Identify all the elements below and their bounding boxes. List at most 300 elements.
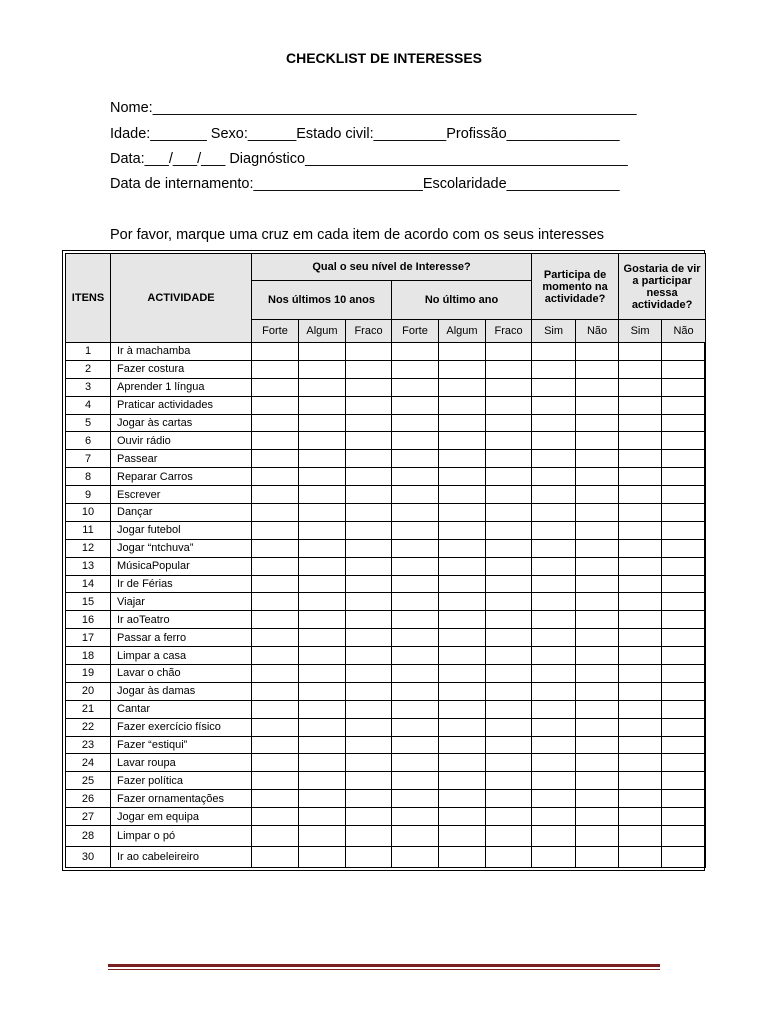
checkbox-cell[interactable] (439, 396, 486, 414)
checkbox-cell[interactable] (346, 468, 392, 486)
checkbox-cell[interactable] (619, 539, 662, 557)
checkbox-cell[interactable] (532, 629, 576, 647)
checkbox-cell[interactable] (619, 504, 662, 522)
checkbox-cell[interactable] (619, 700, 662, 718)
checkbox-cell[interactable] (252, 343, 299, 361)
checkbox-cell[interactable] (619, 575, 662, 593)
checkbox-cell[interactable] (299, 450, 346, 468)
checkbox-cell[interactable] (252, 432, 299, 450)
checkbox-cell[interactable] (576, 450, 619, 468)
checkbox-cell[interactable] (299, 665, 346, 683)
checkbox-cell[interactable] (346, 736, 392, 754)
checkbox-cell[interactable] (392, 414, 439, 432)
checkbox-cell[interactable] (439, 450, 486, 468)
checkbox-cell[interactable] (662, 396, 706, 414)
checkbox-cell[interactable] (299, 847, 346, 868)
checkbox-cell[interactable] (486, 647, 532, 665)
checkbox-cell[interactable] (392, 521, 439, 539)
checkbox-cell[interactable] (576, 343, 619, 361)
checkbox-cell[interactable] (576, 396, 619, 414)
checkbox-cell[interactable] (346, 557, 392, 575)
checkbox-cell[interactable] (619, 360, 662, 378)
checkbox-cell[interactable] (619, 557, 662, 575)
checkbox-cell[interactable] (299, 468, 346, 486)
checkbox-cell[interactable] (439, 790, 486, 808)
checkbox-cell[interactable] (662, 808, 706, 826)
checkbox-cell[interactable] (346, 790, 392, 808)
checkbox-cell[interactable] (619, 682, 662, 700)
checkbox-cell[interactable] (486, 486, 532, 504)
checkbox-cell[interactable] (532, 343, 576, 361)
checkbox-cell[interactable] (576, 736, 619, 754)
checkbox-cell[interactable] (252, 847, 299, 868)
checkbox-cell[interactable] (299, 790, 346, 808)
checkbox-cell[interactable] (346, 378, 392, 396)
checkbox-cell[interactable] (392, 847, 439, 868)
checkbox-cell[interactable] (439, 539, 486, 557)
checkbox-cell[interactable] (486, 682, 532, 700)
checkbox-cell[interactable] (299, 718, 346, 736)
checkbox-cell[interactable] (662, 343, 706, 361)
checkbox-cell[interactable] (662, 593, 706, 611)
checkbox-cell[interactable] (346, 826, 392, 847)
checkbox-cell[interactable] (576, 682, 619, 700)
checkbox-cell[interactable] (392, 772, 439, 790)
checkbox-cell[interactable] (486, 754, 532, 772)
checkbox-cell[interactable] (439, 665, 486, 683)
checkbox-cell[interactable] (532, 378, 576, 396)
checkbox-cell[interactable] (662, 772, 706, 790)
checkbox-cell[interactable] (662, 629, 706, 647)
checkbox-cell[interactable] (532, 360, 576, 378)
checkbox-cell[interactable] (532, 718, 576, 736)
checkbox-cell[interactable] (532, 826, 576, 847)
checkbox-cell[interactable] (662, 504, 706, 522)
checkbox-cell[interactable] (532, 414, 576, 432)
checkbox-cell[interactable] (299, 343, 346, 361)
checkbox-cell[interactable] (392, 378, 439, 396)
checkbox-cell[interactable] (662, 611, 706, 629)
checkbox-cell[interactable] (346, 754, 392, 772)
checkbox-cell[interactable] (532, 432, 576, 450)
checkbox-cell[interactable] (252, 360, 299, 378)
checkbox-cell[interactable] (392, 360, 439, 378)
checkbox-cell[interactable] (576, 432, 619, 450)
checkbox-cell[interactable] (576, 468, 619, 486)
checkbox-cell[interactable] (252, 378, 299, 396)
checkbox-cell[interactable] (252, 396, 299, 414)
checkbox-cell[interactable] (486, 772, 532, 790)
checkbox-cell[interactable] (486, 468, 532, 486)
checkbox-cell[interactable] (486, 343, 532, 361)
checkbox-cell[interactable] (252, 736, 299, 754)
checkbox-cell[interactable] (439, 521, 486, 539)
checkbox-cell[interactable] (252, 647, 299, 665)
checkbox-cell[interactable] (252, 665, 299, 683)
checkbox-cell[interactable] (346, 521, 392, 539)
checkbox-cell[interactable] (619, 718, 662, 736)
checkbox-cell[interactable] (576, 754, 619, 772)
checkbox-cell[interactable] (486, 521, 532, 539)
checkbox-cell[interactable] (346, 575, 392, 593)
checkbox-cell[interactable] (486, 575, 532, 593)
checkbox-cell[interactable] (439, 847, 486, 868)
checkbox-cell[interactable] (619, 486, 662, 504)
checkbox-cell[interactable] (619, 629, 662, 647)
checkbox-cell[interactable] (252, 611, 299, 629)
checkbox-cell[interactable] (576, 414, 619, 432)
checkbox-cell[interactable] (392, 396, 439, 414)
checkbox-cell[interactable] (662, 468, 706, 486)
checkbox-cell[interactable] (486, 790, 532, 808)
checkbox-cell[interactable] (346, 343, 392, 361)
checkbox-cell[interactable] (299, 432, 346, 450)
checkbox-cell[interactable] (392, 593, 439, 611)
checkbox-cell[interactable] (299, 736, 346, 754)
checkbox-cell[interactable] (252, 790, 299, 808)
checkbox-cell[interactable] (346, 629, 392, 647)
checkbox-cell[interactable] (299, 611, 346, 629)
checkbox-cell[interactable] (619, 665, 662, 683)
checkbox-cell[interactable] (346, 647, 392, 665)
checkbox-cell[interactable] (619, 808, 662, 826)
checkbox-cell[interactable] (252, 754, 299, 772)
checkbox-cell[interactable] (439, 414, 486, 432)
checkbox-cell[interactable] (252, 450, 299, 468)
checkbox-cell[interactable] (486, 450, 532, 468)
checkbox-cell[interactable] (252, 557, 299, 575)
checkbox-cell[interactable] (576, 557, 619, 575)
checkbox-cell[interactable] (299, 593, 346, 611)
checkbox-cell[interactable] (662, 432, 706, 450)
checkbox-cell[interactable] (346, 700, 392, 718)
checkbox-cell[interactable] (662, 378, 706, 396)
checkbox-cell[interactable] (576, 360, 619, 378)
checkbox-cell[interactable] (576, 611, 619, 629)
checkbox-cell[interactable] (346, 718, 392, 736)
checkbox-cell[interactable] (662, 450, 706, 468)
checkbox-cell[interactable] (619, 611, 662, 629)
checkbox-cell[interactable] (392, 575, 439, 593)
checkbox-cell[interactable] (576, 847, 619, 868)
checkbox-cell[interactable] (299, 360, 346, 378)
name-field-line[interactable]: Nome:____________________________________________________________ (110, 100, 637, 116)
checkbox-cell[interactable] (439, 378, 486, 396)
checkbox-cell[interactable] (346, 682, 392, 700)
checkbox-cell[interactable] (346, 611, 392, 629)
checkbox-cell[interactable] (392, 432, 439, 450)
checkbox-cell[interactable] (252, 826, 299, 847)
age-sex-civil-profession-line[interactable]: Idade:_______ Sexo:______Estado civil:_________Profissão______________ (110, 126, 620, 142)
checkbox-cell[interactable] (439, 486, 486, 504)
checkbox-cell[interactable] (532, 575, 576, 593)
checkbox-cell[interactable] (532, 611, 576, 629)
checkbox-cell[interactable] (392, 539, 439, 557)
checkbox-cell[interactable] (346, 450, 392, 468)
checkbox-cell[interactable] (532, 647, 576, 665)
checkbox-cell[interactable] (619, 847, 662, 868)
checkbox-cell[interactable] (252, 575, 299, 593)
checkbox-cell[interactable] (439, 808, 486, 826)
checkbox-cell[interactable] (486, 629, 532, 647)
checkbox-cell[interactable] (252, 539, 299, 557)
checkbox-cell[interactable] (392, 682, 439, 700)
checkbox-cell[interactable] (439, 468, 486, 486)
checkbox-cell[interactable] (619, 826, 662, 847)
checkbox-cell[interactable] (439, 754, 486, 772)
checkbox-cell[interactable] (392, 647, 439, 665)
checkbox-cell[interactable] (439, 629, 486, 647)
interest-table-frame (62, 250, 705, 871)
checkbox-cell[interactable] (662, 360, 706, 378)
checkbox-cell[interactable] (662, 557, 706, 575)
checkbox-cell[interactable] (662, 521, 706, 539)
checkbox-cell[interactable] (532, 486, 576, 504)
checkbox-cell[interactable] (299, 486, 346, 504)
checkbox-cell[interactable] (662, 575, 706, 593)
checkbox-cell[interactable] (299, 629, 346, 647)
checkbox-cell[interactable] (252, 414, 299, 432)
checkbox-cell[interactable] (252, 629, 299, 647)
checkbox-cell[interactable] (439, 736, 486, 754)
checkbox-cell[interactable] (299, 521, 346, 539)
checkbox-cell[interactable] (619, 378, 662, 396)
checkbox-cell[interactable] (662, 790, 706, 808)
checkbox-cell[interactable] (662, 414, 706, 432)
checkbox-cell[interactable] (532, 754, 576, 772)
checkbox-cell[interactable] (299, 504, 346, 522)
checkbox-cell[interactable] (392, 754, 439, 772)
checkbox-cell[interactable] (346, 593, 392, 611)
checkbox-cell[interactable] (619, 772, 662, 790)
checkbox-cell[interactable] (252, 682, 299, 700)
checkbox-cell[interactable] (392, 700, 439, 718)
checkbox-cell[interactable] (532, 557, 576, 575)
checkbox-cell[interactable] (299, 575, 346, 593)
checkbox-cell[interactable] (486, 593, 532, 611)
checkbox-cell[interactable] (486, 611, 532, 629)
checkbox-cell[interactable] (346, 847, 392, 868)
checkbox-cell[interactable] (439, 826, 486, 847)
checkbox-cell[interactable] (439, 718, 486, 736)
checkbox-cell[interactable] (392, 557, 439, 575)
checkbox-cell[interactable] (439, 575, 486, 593)
checkbox-cell[interactable] (392, 486, 439, 504)
checkbox-cell[interactable] (486, 396, 532, 414)
checkbox-cell[interactable] (662, 736, 706, 754)
checkbox-cell[interactable] (576, 718, 619, 736)
checkbox-cell[interactable] (532, 847, 576, 868)
checkbox-cell[interactable] (486, 826, 532, 847)
checkbox-cell[interactable] (532, 665, 576, 683)
checkbox-cell[interactable] (576, 826, 619, 847)
checkbox-cell[interactable] (392, 504, 439, 522)
checkbox-cell[interactable] (252, 504, 299, 522)
checkbox-cell[interactable] (576, 486, 619, 504)
checkbox-cell[interactable] (392, 736, 439, 754)
checkbox-cell[interactable] (486, 360, 532, 378)
checkbox-cell[interactable] (619, 432, 662, 450)
checkbox-cell[interactable] (532, 450, 576, 468)
checkbox-cell[interactable] (252, 700, 299, 718)
checkbox-cell[interactable] (662, 539, 706, 557)
checkbox-cell[interactable] (252, 486, 299, 504)
checkbox-cell[interactable] (576, 629, 619, 647)
checkbox-cell[interactable] (619, 450, 662, 468)
checkbox-cell[interactable] (486, 847, 532, 868)
checkbox-cell[interactable] (392, 826, 439, 847)
checkbox-cell[interactable] (662, 847, 706, 868)
checkbox-cell[interactable] (486, 665, 532, 683)
checkbox-cell[interactable] (486, 378, 532, 396)
checkbox-cell[interactable] (619, 521, 662, 539)
checkbox-cell[interactable] (299, 378, 346, 396)
checkbox-cell[interactable] (346, 396, 392, 414)
item-number: 7 (66, 450, 111, 468)
checkbox-cell[interactable] (439, 611, 486, 629)
checkbox-cell[interactable] (252, 772, 299, 790)
checkbox-cell[interactable] (486, 504, 532, 522)
checkbox-cell[interactable] (619, 754, 662, 772)
checkbox-cell[interactable] (532, 808, 576, 826)
checkbox-cell[interactable] (439, 360, 486, 378)
checkbox-cell[interactable] (486, 736, 532, 754)
checkbox-cell[interactable] (662, 665, 706, 683)
checkbox-cell[interactable] (299, 754, 346, 772)
checkbox-cell[interactable] (392, 718, 439, 736)
checkbox-cell[interactable] (392, 665, 439, 683)
checkbox-cell[interactable] (439, 432, 486, 450)
item-number: 14 (66, 575, 111, 593)
checkbox-cell[interactable] (439, 504, 486, 522)
checkbox-cell[interactable] (299, 557, 346, 575)
checkbox-cell[interactable] (576, 772, 619, 790)
checkbox-cell[interactable] (619, 593, 662, 611)
checkbox-cell[interactable] (346, 772, 392, 790)
checkbox-cell[interactable] (532, 700, 576, 718)
checkbox-cell[interactable] (252, 468, 299, 486)
checkbox-cell[interactable] (576, 378, 619, 396)
checkbox-cell[interactable] (532, 772, 576, 790)
checkbox-cell[interactable] (299, 396, 346, 414)
checkbox-cell[interactable] (392, 611, 439, 629)
checkbox-cell[interactable] (662, 647, 706, 665)
checkbox-cell[interactable] (252, 718, 299, 736)
checkbox-cell[interactable] (619, 736, 662, 754)
checkbox-cell[interactable] (486, 718, 532, 736)
checkbox-cell[interactable] (532, 504, 576, 522)
checkbox-cell[interactable] (252, 521, 299, 539)
checkbox-cell[interactable] (619, 343, 662, 361)
checkbox-cell[interactable] (299, 682, 346, 700)
checkbox-cell[interactable] (486, 432, 532, 450)
checkbox-cell[interactable] (346, 360, 392, 378)
checkbox-cell[interactable] (346, 808, 392, 826)
checkbox-cell[interactable] (252, 593, 299, 611)
checkbox-cell[interactable] (346, 432, 392, 450)
checkbox-cell[interactable] (576, 790, 619, 808)
checkbox-cell[interactable] (346, 539, 392, 557)
checkbox-cell[interactable] (576, 593, 619, 611)
checkbox-cell[interactable] (662, 754, 706, 772)
checkbox-cell[interactable] (662, 486, 706, 504)
activity-name: Reparar Carros (111, 468, 252, 486)
checkbox-cell[interactable] (532, 396, 576, 414)
header-level: Fraco (486, 320, 532, 343)
activity-name: Ir de Férias (111, 575, 252, 593)
checkbox-cell[interactable] (576, 808, 619, 826)
checkbox-cell[interactable] (392, 629, 439, 647)
checkbox-cell[interactable] (392, 808, 439, 826)
checkbox-cell[interactable] (662, 682, 706, 700)
checkbox-cell[interactable] (252, 808, 299, 826)
checkbox-cell[interactable] (576, 539, 619, 557)
checkbox-cell[interactable] (662, 718, 706, 736)
checkbox-cell[interactable] (619, 468, 662, 486)
checkbox-cell[interactable] (619, 790, 662, 808)
checkbox-cell[interactable] (346, 504, 392, 522)
checkbox-cell[interactable] (532, 468, 576, 486)
checkbox-cell[interactable] (299, 808, 346, 826)
checkbox-cell[interactable] (392, 450, 439, 468)
checkbox-cell[interactable] (299, 826, 346, 847)
admission-education-line[interactable]: Data de internamento:_____________________Escolaridade______________ (110, 176, 620, 192)
checkbox-cell[interactable] (532, 682, 576, 700)
checkbox-cell[interactable] (439, 343, 486, 361)
checkbox-cell[interactable] (576, 575, 619, 593)
checkbox-cell[interactable] (439, 593, 486, 611)
checkbox-cell[interactable] (619, 647, 662, 665)
checkbox-cell[interactable] (392, 343, 439, 361)
checkbox-cell[interactable] (346, 486, 392, 504)
checkbox-cell[interactable] (392, 790, 439, 808)
checkbox-cell[interactable] (619, 396, 662, 414)
checkbox-cell[interactable] (439, 772, 486, 790)
checkbox-cell[interactable] (486, 700, 532, 718)
checkbox-cell[interactable] (299, 647, 346, 665)
checkbox-cell[interactable] (299, 700, 346, 718)
checkbox-cell[interactable] (532, 790, 576, 808)
date-diagnosis-line[interactable]: Data:___/___/___ Diagnóstico________________________________________ (110, 151, 628, 167)
checkbox-cell[interactable] (619, 414, 662, 432)
checkbox-cell[interactable] (486, 557, 532, 575)
checkbox-cell[interactable] (439, 682, 486, 700)
checkbox-cell[interactable] (346, 414, 392, 432)
checkbox-cell[interactable] (662, 700, 706, 718)
checkbox-cell[interactable] (346, 665, 392, 683)
checkbox-cell[interactable] (576, 700, 619, 718)
checkbox-cell[interactable] (532, 593, 576, 611)
checkbox-cell[interactable] (576, 504, 619, 522)
checkbox-cell[interactable] (532, 521, 576, 539)
checkbox-cell[interactable] (392, 468, 439, 486)
checkbox-cell[interactable] (439, 647, 486, 665)
checkbox-cell[interactable] (486, 808, 532, 826)
checkbox-cell[interactable] (576, 665, 619, 683)
checkbox-cell[interactable] (486, 539, 532, 557)
checkbox-cell[interactable] (662, 826, 706, 847)
checkbox-cell[interactable] (439, 557, 486, 575)
checkbox-cell[interactable] (439, 700, 486, 718)
checkbox-cell[interactable] (299, 539, 346, 557)
checkbox-cell[interactable] (532, 539, 576, 557)
checkbox-cell[interactable] (576, 647, 619, 665)
checkbox-cell[interactable] (532, 736, 576, 754)
checkbox-cell[interactable] (299, 414, 346, 432)
checkbox-cell[interactable] (576, 521, 619, 539)
checkbox-cell[interactable] (486, 414, 532, 432)
checkbox-cell[interactable] (299, 772, 346, 790)
